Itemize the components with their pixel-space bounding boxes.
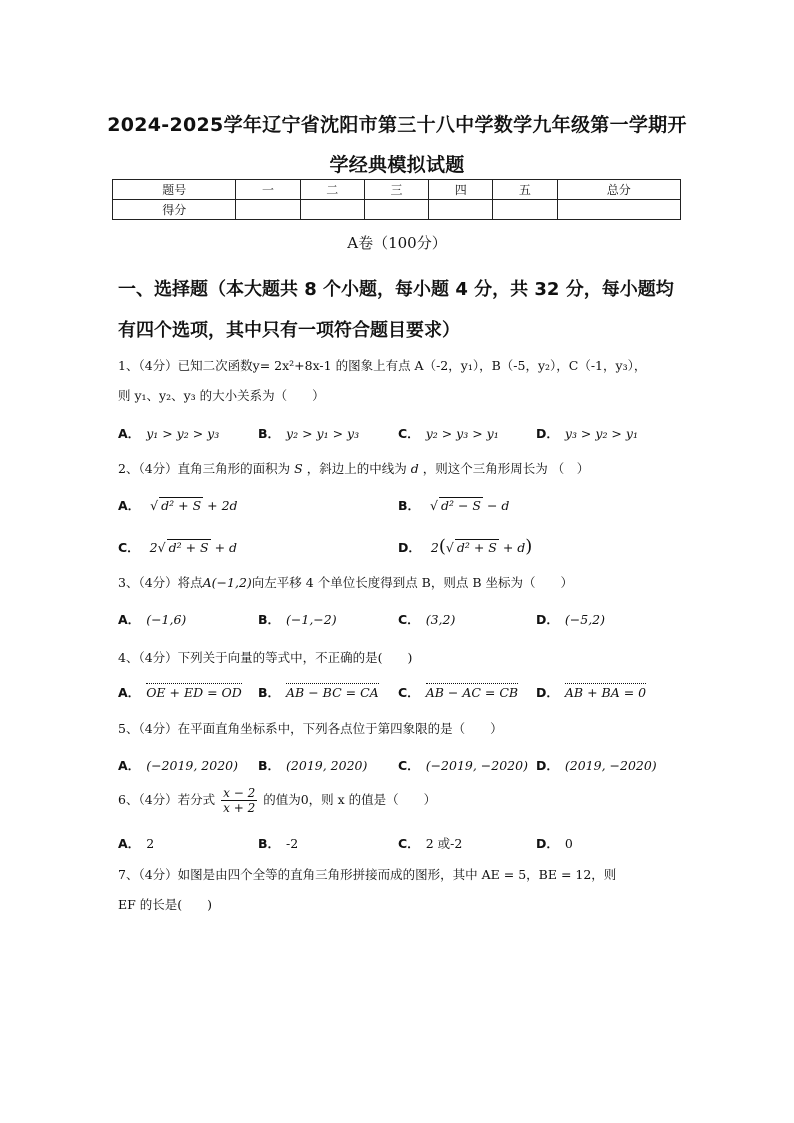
option-label: A． bbox=[118, 426, 141, 441]
page-title: 2024-2025学年辽宁省沈阳市第三十八中学数学九年级第一学期开 bbox=[107, 114, 687, 136]
option-prefix: 2 bbox=[149, 540, 158, 555]
q2-var-d: d bbox=[410, 461, 419, 476]
score-header-cell: 一 bbox=[236, 180, 300, 200]
score-table bbox=[112, 179, 681, 220]
q3-option-c[interactable] bbox=[398, 610, 455, 628]
option-text: y₃ > y₂ > y₁ bbox=[564, 426, 638, 441]
q6-option-a[interactable] bbox=[118, 834, 154, 852]
option-text: y₁ > y₂ > y₃ bbox=[146, 426, 220, 441]
q2-option-b[interactable] bbox=[398, 496, 509, 514]
option-text: √ d² − S − d bbox=[430, 498, 510, 513]
score-cell[interactable] bbox=[429, 200, 493, 220]
page-subtitle: 学经典模拟试题 bbox=[329, 154, 465, 176]
q2-stem-pre: 2、（4分）直角三角形的面积为 bbox=[118, 461, 291, 476]
score-header-cell: 四 bbox=[429, 180, 493, 200]
option-label: B． bbox=[258, 426, 281, 441]
option-label: A． bbox=[118, 836, 141, 851]
option-label: C． bbox=[398, 426, 420, 441]
fraction-numerator: x − 2 bbox=[223, 786, 256, 800]
option-label: A． bbox=[118, 685, 141, 700]
section-a-heading: A卷（100分） bbox=[347, 234, 447, 252]
q1-stem-line2: 则 y₁、y₂、y₃ 的大小关系为（ ） bbox=[118, 388, 325, 403]
option-text: 0 bbox=[564, 836, 573, 851]
option-text: 2 或-2 bbox=[425, 836, 463, 851]
option-text: 2 bbox=[146, 836, 155, 851]
option-label: C． bbox=[118, 540, 140, 555]
option-text: (−2019, −2020) bbox=[425, 758, 528, 773]
option-text: (2019, −2020) bbox=[564, 758, 657, 773]
q5-option-b[interactable] bbox=[258, 756, 367, 774]
score-cell[interactable] bbox=[364, 200, 428, 220]
q5-option-c[interactable] bbox=[398, 756, 528, 774]
option-label: A． bbox=[118, 498, 141, 513]
option-label: C． bbox=[398, 612, 420, 627]
q2-stem-post: ，则这个三角形周长为 （ ） bbox=[422, 461, 590, 476]
score-table-score-row bbox=[113, 200, 681, 220]
option-text: 2(√ d² + S + d) bbox=[430, 536, 533, 557]
score-header-cell: 总分 bbox=[557, 180, 680, 200]
option-label: B． bbox=[398, 498, 421, 513]
option-tail: + d bbox=[502, 540, 526, 555]
q3-option-d[interactable] bbox=[536, 610, 605, 628]
q1-option-c[interactable] bbox=[398, 424, 499, 442]
score-header-cell: 题号 bbox=[113, 180, 236, 200]
q6-option-c[interactable] bbox=[398, 834, 462, 852]
q6-stem-post: 的值为0，则 x 的值是（ ） bbox=[263, 792, 437, 807]
option-tail: + 2d bbox=[207, 498, 238, 513]
option-text: 2√ d² + S + d bbox=[149, 540, 238, 555]
option-text: -2 bbox=[286, 836, 299, 851]
option-tail: − d bbox=[486, 498, 510, 513]
q6-stem bbox=[118, 786, 436, 815]
option-tail: + d bbox=[214, 540, 238, 555]
q2-option-d[interactable] bbox=[398, 536, 532, 557]
q5-option-a[interactable] bbox=[118, 756, 238, 774]
score-cell[interactable] bbox=[300, 200, 364, 220]
option-text: y₂ > y₃ > y₁ bbox=[425, 426, 499, 441]
option-label: D． bbox=[536, 758, 559, 773]
q2-stem-mid: ，斜边上的中线为 bbox=[306, 461, 407, 476]
option-text: (3,2) bbox=[425, 612, 456, 627]
option-text: AB − BC = CA bbox=[286, 685, 379, 700]
option-label: B． bbox=[258, 836, 281, 851]
score-table-header-row bbox=[113, 180, 681, 200]
option-label: D． bbox=[398, 540, 421, 555]
option-label: D． bbox=[536, 612, 559, 627]
option-label: D． bbox=[536, 426, 559, 441]
option-prefix: 2 bbox=[430, 540, 439, 555]
option-label: C． bbox=[398, 836, 420, 851]
option-label: A． bbox=[118, 758, 141, 773]
score-cell[interactable] bbox=[236, 200, 300, 220]
radicand: d² + S bbox=[161, 498, 202, 513]
part1-heading-line1: 一、选择题（本大题共 8 个小题，每小题 4 分，共 32 分，每小题均 bbox=[118, 279, 674, 300]
q7-stem-line2: EF 的长是( ) bbox=[118, 897, 213, 912]
option-label: A． bbox=[118, 612, 141, 627]
q7-stem-line1: 7、（4分）如图是由四个全等的直角三角形拼接而成的图形，其中 AE = 5，BE = 12，则 bbox=[118, 867, 617, 882]
option-text: y₂ > y₁ > y₃ bbox=[286, 426, 360, 441]
score-row-label: 得分 bbox=[113, 200, 236, 220]
option-text: (2019, 2020) bbox=[286, 758, 368, 773]
option-text: OE + ED = OD bbox=[146, 685, 242, 700]
q3-point: A(−1,2) bbox=[202, 575, 252, 590]
q6-option-b[interactable] bbox=[258, 834, 298, 852]
option-label: B． bbox=[258, 758, 281, 773]
q4-option-c[interactable] bbox=[398, 683, 518, 701]
q5-stem: 5、（4分）在平面直角坐标系中，下列各点位于第四象限的是（ ） bbox=[118, 721, 503, 736]
fraction-denominator: x + 2 bbox=[223, 801, 256, 815]
q4-stem: 4、（4分）下列关于向量的等式中，不正确的是( ) bbox=[118, 650, 413, 665]
option-text: (−1,6) bbox=[146, 612, 187, 627]
q3-option-a[interactable] bbox=[118, 610, 186, 628]
score-cell[interactable] bbox=[557, 200, 680, 220]
q3-option-b[interactable] bbox=[258, 610, 337, 628]
q1-option-b[interactable] bbox=[258, 424, 359, 442]
q5-option-d[interactable] bbox=[536, 756, 657, 774]
q1-option-a[interactable] bbox=[118, 424, 219, 442]
radicand: d² − S bbox=[440, 498, 481, 513]
option-label: B． bbox=[258, 612, 281, 627]
option-text: AB − AC = CB bbox=[425, 685, 519, 700]
option-text: (−5,2) bbox=[564, 612, 605, 627]
option-text: (−2019, 2020) bbox=[146, 758, 238, 773]
q1-stem-line1: 1、（4分）已知二次函数y= 2x²+8x-1 的图象上有点 A（-2，y₁），B（-5，y₂），C（-1，y₃）， bbox=[118, 358, 647, 373]
q3-stem-post: 向左平移 4 个单位长度得到点 B，则点 B 坐标为（ ） bbox=[251, 575, 573, 590]
option-text: AB + BA = 0 bbox=[564, 685, 647, 700]
option-text: √ d² + S + 2d bbox=[150, 498, 238, 513]
score-cell[interactable] bbox=[493, 200, 557, 220]
option-label: D． bbox=[536, 836, 559, 851]
q2-option-c[interactable] bbox=[118, 538, 237, 556]
q1-option-d[interactable] bbox=[536, 424, 638, 442]
radicand: d² + S bbox=[168, 540, 209, 555]
q4-option-d[interactable] bbox=[536, 683, 646, 701]
radicand: d² + S bbox=[456, 540, 497, 555]
q3-stem-pre: 3、（4分）将点 bbox=[118, 575, 203, 590]
q2-stem bbox=[118, 459, 589, 477]
option-label: C． bbox=[398, 758, 420, 773]
q6-stem-pre: 6、（4分）若分式 bbox=[118, 792, 216, 807]
q2-option-a[interactable] bbox=[118, 496, 238, 514]
q6-fraction bbox=[221, 786, 257, 815]
option-label: C． bbox=[398, 685, 420, 700]
q2-var-s: S bbox=[294, 461, 303, 476]
score-header-cell: 三 bbox=[364, 180, 428, 200]
q3-stem bbox=[118, 573, 573, 591]
option-text: (−1,−2) bbox=[286, 612, 337, 627]
score-header-cell: 五 bbox=[493, 180, 557, 200]
score-header-cell: 二 bbox=[300, 180, 364, 200]
q6-option-d[interactable] bbox=[536, 834, 573, 852]
option-label: B． bbox=[258, 685, 281, 700]
option-label: D． bbox=[536, 685, 559, 700]
part1-heading-line2: 有四个选项，其中只有一项符合题目要求） bbox=[118, 320, 460, 341]
q4-option-a[interactable] bbox=[118, 683, 242, 701]
q4-option-b[interactable] bbox=[258, 683, 379, 701]
